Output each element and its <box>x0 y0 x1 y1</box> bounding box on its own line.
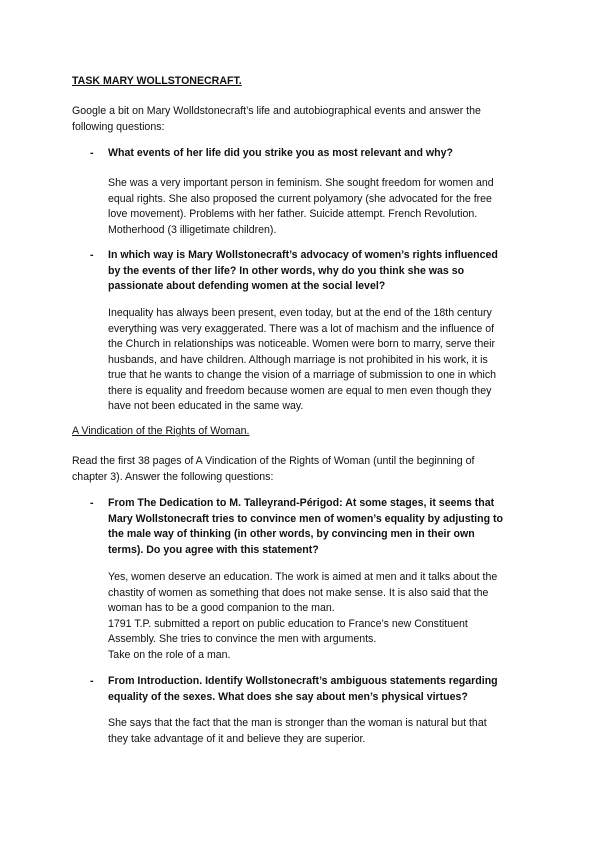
answer-line: chastity of women as something that does not make sense. It is also said that the <box>108 586 489 599</box>
answer-line: Assembly. She tries to convince the men with arguments. <box>108 633 377 645</box>
bullet-marker: - <box>90 675 94 687</box>
bullet-marker: - <box>90 497 94 509</box>
answer-line: Take on the role of a man. <box>108 648 231 661</box>
answer-line: husbands, and have children. Although marriage is not prohibited in his work, it is <box>108 353 488 366</box>
answer-line: the Church in relationships was noticeable. Women were born to marry, serve their <box>108 338 496 350</box>
section-title: A Vindication of the Rights of Woman. <box>72 425 250 437</box>
question-2 <box>108 248 538 295</box>
question-line: From Introduction. Identify Wollstonecraft’s ambiguous statements regarding <box>108 675 498 687</box>
answer-line: love movement). Problems with her father. Suicide attempt. French Revolution. <box>108 208 478 220</box>
question-line: From The Dedication to M. Talleyrand-Périgod: At some stages, it seems that <box>108 497 495 509</box>
intro-line: following questions: <box>72 120 165 133</box>
answer-line: they take advantage of it and believe they are superior. <box>108 732 366 745</box>
answer-line: there is equality and freedom because women are equal to men even though they <box>108 384 492 397</box>
bullet-marker: - <box>90 249 94 261</box>
answer-2 <box>108 306 538 415</box>
question-line: by the events of ther life? In other words, why do you think she was so <box>108 264 465 277</box>
intro-line: Read the first 38 pages of A Vindication of the Rights of Woman (until the beginning of <box>72 455 475 467</box>
answer-line: woman has to be a good companion to the man. <box>108 602 335 614</box>
question-line: the male way of thinking (in other words, by convincing men in their own <box>108 528 475 540</box>
intro-line: Google a bit on Mary Wolldstonecraft’s life and autobiographical events and answer the <box>72 105 481 117</box>
intro-paragraph <box>72 104 532 135</box>
bullet-marker: - <box>90 147 94 159</box>
answer-line: have not been educated in the same way. <box>108 400 304 412</box>
answer-line: Yes, women deserve an education. The work is aimed at men and it talks about the <box>108 571 498 583</box>
question-1: What events of her life did you strike you as most relevant and why? <box>108 147 453 159</box>
question-line: passionate about defending women at the social level? <box>108 280 386 292</box>
question-4 <box>108 674 538 705</box>
answer-4 <box>108 716 538 747</box>
answer-1 <box>108 176 538 238</box>
answer-line: equal rights. She also proposed the current polyamory (she advocated for the free <box>108 192 492 205</box>
answer-line: She says that the fact that the man is stronger than the woman is natural but that <box>108 717 487 729</box>
question-line: In which way is Mary Wollstonecraft’s advocacy of women’s rights influenced <box>108 249 498 261</box>
section-intro <box>72 454 532 485</box>
answer-line: Inequality has always been present, even today, but at the end of the 18th century <box>108 307 492 319</box>
answer-line: 1791 T.P. submitted a report on public education to France’s new Constituent <box>108 617 468 630</box>
answer-line: She was a very important person in feminism. She sought freedom for women and <box>108 177 494 189</box>
answer-3 <box>108 570 538 663</box>
question-3 <box>108 496 538 558</box>
answer-line: Motherhood (3 illigetimate children). <box>108 223 277 236</box>
question-line: terms). Do you agree with this statement? <box>108 543 319 556</box>
question-line: equality of the sexes. What does she say about men’s physical virtues? <box>108 690 468 703</box>
answer-line: everything was very exaggerated. There was a lot of machism and the influence of <box>108 322 495 335</box>
answer-line: true that he wants to change the vision of a marriage of submission to one in which <box>108 369 497 381</box>
question-line: Mary Wollstonecraft tries to convince men of women’s equality by adjusting to <box>108 512 503 525</box>
intro-line: chapter 3). Answer the following questions: <box>72 470 274 483</box>
document-title: TASK MARY WOLLSTONECRAFT. <box>72 75 242 87</box>
